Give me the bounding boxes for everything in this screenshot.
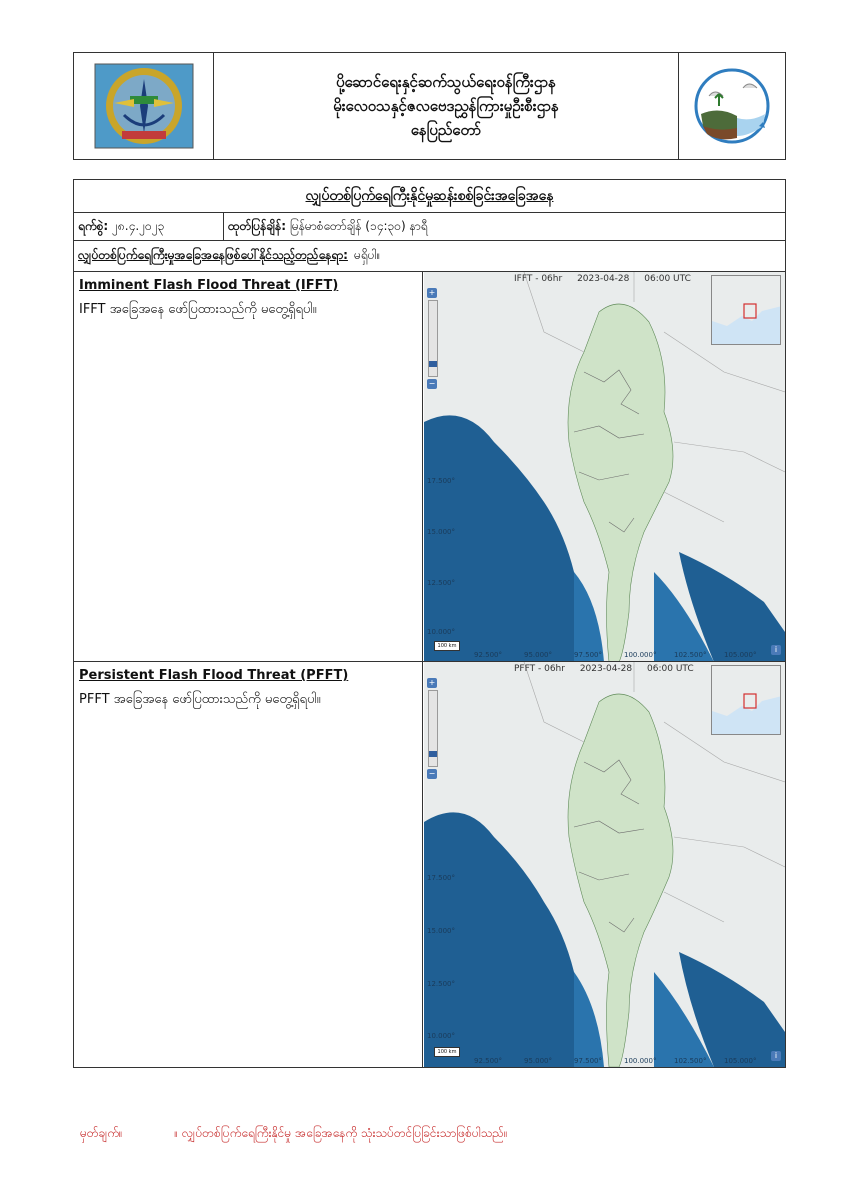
ifft-zoom-slider[interactable] (428, 300, 438, 377)
report-title: လျှပ်တစ်ပြက်ရေကြီးနိုင်မှုဆန်းစစ်ခြင်းအခြေအနေ (305, 187, 554, 204)
pfft-lat-3: 12.500° (427, 980, 455, 988)
pfft-section (74, 662, 785, 1067)
footer-note (80, 1125, 508, 1143)
ifft-map-caption (514, 274, 703, 284)
pfft-lon-6: 105.000° (724, 1057, 757, 1065)
pfft-lon-2: 95.000° (524, 1057, 552, 1065)
ifft-description: IFFT အခြေအနေ ဖော်ပြထားသည်ကို မတွေ့ရှိရပါ။ (79, 302, 317, 317)
info-icon[interactable]: i (771, 1051, 781, 1061)
pfft-lon-4: 100.000° (624, 1057, 657, 1065)
ifft-lon-1: 92.500° (474, 651, 502, 659)
ifft-lon-6: 105.000° (724, 651, 757, 659)
pfft-map-time: 06:00 UTC (647, 664, 694, 674)
pfft-map-product: PFFT - 06hr (514, 664, 565, 674)
note-label: မှတ်ချက်။ (80, 1126, 123, 1140)
ifft-lon-5: 102.500° (674, 651, 707, 659)
city-name: နေပြည်တော် (410, 121, 482, 139)
ifft-section (74, 272, 785, 662)
minus-icon[interactable]: − (428, 379, 436, 388)
ifft-scale-bar: 100 km (434, 641, 460, 651)
pfft-lat-2: 15.000° (427, 927, 455, 935)
right-logo-cell (678, 53, 785, 159)
date-row (74, 213, 785, 241)
ifft-title: Imminent Flash Flood Threat (IFFT) (79, 278, 339, 293)
pfft-title: Persistent Flash Flood Threat (PFFT) (79, 668, 349, 683)
date-cell (74, 213, 224, 240)
issue-time-cell (224, 213, 785, 240)
letterhead-text (214, 53, 678, 159)
pfft-map-date: 2023-04-28 (579, 664, 633, 674)
location-label: လျှပ်တစ်ပြက်ရေကြီးမှုအခြေအနေဖြစ်ပေါ်နိုင်သည့်တည်နေရာ: (78, 248, 348, 262)
pfft-lat-1: 17.500° (427, 874, 455, 882)
ifft-zoom-control (427, 288, 437, 391)
location-row (74, 241, 785, 272)
pfft-zoom-control (427, 678, 437, 781)
pfft-lat-4: 10.000° (427, 1032, 455, 1040)
ifft-lat-1: 17.500° (427, 477, 455, 485)
plus-icon[interactable]: + (428, 288, 436, 297)
ifft-lat-2: 15.000° (427, 528, 455, 536)
ifft-map-time: 06:00 UTC (644, 274, 691, 284)
table-title-row (74, 180, 785, 213)
pfft-map (424, 662, 785, 1067)
ifft-map (424, 272, 785, 661)
ifft-lat-3: 12.500° (427, 579, 455, 587)
department-name: မိုးလေဝသနှင့်ဇလဗေဒညွှန်ကြားမှုဦးစီးဌာန (333, 97, 559, 115)
issue-time-value: မြန်မာစံတော်ချိန် (၁၄:၃၀) နာရီ (289, 218, 428, 233)
ifft-map-product: IFFT - 06hr (514, 274, 563, 284)
pfft-lon-1: 92.500° (474, 1057, 502, 1065)
ministry-emblem-icon (94, 63, 194, 149)
pfft-zoom-slider[interactable] (428, 690, 438, 767)
ifft-lon-3: 97.500° (574, 651, 602, 659)
left-logo-cell (74, 53, 214, 159)
ifft-map-date: 2023-04-28 (577, 274, 630, 284)
ministry-name: ပို့ဆောင်ရေးနှင့်ဆက်သွယ်ရေးဝန်ကြီးဌာန (336, 73, 556, 91)
pfft-scale-bar: 100 km (434, 1047, 460, 1057)
pfft-lon-3: 97.500° (574, 1057, 602, 1065)
location-value: မရှိပါ။ (353, 248, 381, 262)
ifft-text-cell (74, 272, 423, 661)
pfft-map-caption (514, 664, 706, 674)
pfft-description: PFFT အခြေအနေ ဖော်ပြထားသည်ကို မတွေ့ရှိရပါ။ (79, 692, 321, 707)
ifft-lon-4: 100.000° (624, 651, 657, 659)
ifft-lon-2: 95.000° (524, 651, 552, 659)
date-value: ၂၈.၄.၂၀၂၃ (112, 218, 165, 233)
water-cycle-logo-icon (689, 66, 775, 146)
minus-icon[interactable]: − (428, 769, 436, 778)
pfft-text-cell (74, 662, 423, 1067)
info-icon[interactable]: i (771, 645, 781, 655)
letterhead (73, 52, 786, 160)
pfft-overview-map[interactable] (711, 665, 781, 735)
issue-time-label: ထုတ်ပြန်ချိန်: (228, 218, 287, 233)
plus-icon[interactable]: + (428, 678, 436, 687)
pfft-lon-5: 102.500° (674, 1057, 707, 1065)
note-text: ။ လျှပ်တစ်ပြက်ရေကြီးနိုင်မှု အခြေအနေကို သုံးသပ်တင်ပြခြင်းသာဖြစ်ပါသည်။ (174, 1126, 508, 1140)
forecast-table (73, 179, 786, 1068)
ifft-lat-4: 10.000° (427, 628, 455, 636)
ifft-overview-map[interactable] (711, 275, 781, 345)
date-label: ရက်စွဲ: (78, 218, 109, 233)
